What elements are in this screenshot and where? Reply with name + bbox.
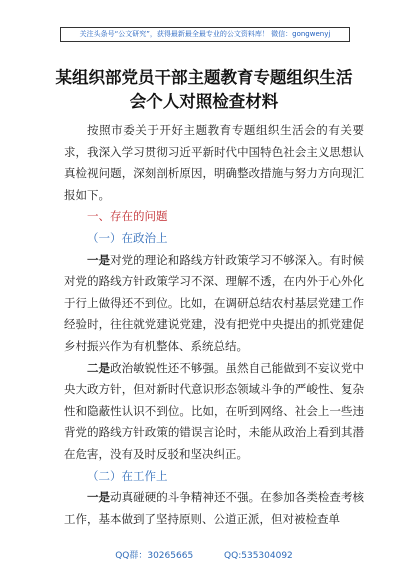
section-heading-problems: 一、存在的问题 bbox=[87, 209, 168, 224]
point-text: 对党的理论和路线方针政策学习不够深入。有时候对党的路线方针政策学习不深、理解不透，在内外于心外化于行上做得还不到位。比如，在调研总结农村基层党建工作经验时，往往就党建说党建，没有把党中央提出的抓党建促乡村振兴作为有机整体、系统总结。 bbox=[64, 252, 365, 353]
footer-contact bbox=[0, 548, 408, 561]
point-lead: 二是 bbox=[87, 360, 111, 375]
paragraph-point-2 bbox=[64, 358, 364, 466]
subsection-heading-political: （一）在政治上 bbox=[87, 230, 168, 245]
point-lead: 一是 bbox=[87, 252, 111, 267]
footer-qq-group: QQ群：30265665 bbox=[115, 551, 194, 561]
paragraph-point-1 bbox=[64, 250, 364, 358]
document-body bbox=[64, 120, 364, 530]
paragraph-point-3 bbox=[64, 487, 364, 530]
footer-qq: QQ:535304092 bbox=[224, 551, 293, 561]
intro-paragraph: 按照市委关于开好主题教育专题组织生活会的有关要求，我深入学习贯彻习近平新时代中国特色社会主义思想认真检视问题，深刻剖析原因，明确整改措施与努力方向现汇报如下。 bbox=[64, 123, 364, 202]
subsection-heading-work: （二）在工作上 bbox=[87, 468, 168, 483]
point-lead: 一是 bbox=[87, 490, 111, 505]
point-text: 政治敏锐性还不够强。虽然自己能做到不妄议党中央大政方针，但对新时代意识形态领域斗争的严峻性、复杂性和隐蔽性认识不到位。比如，在听到网络、社会上一些违背党的路线方针政策的错误言论时，未能从政治上看到其潜在危害，没有及时反驳和坚决纠正。 bbox=[64, 360, 365, 461]
header-banner: 关注头条号“公文研究”，获得最新最全最专业的公文资料库！ 微信：gongwenyj bbox=[60, 27, 350, 42]
title-line-1: 某组织部党员干部主题教育专题组织生活 bbox=[55, 68, 353, 87]
title-line-2: 会个人对照检查材料 bbox=[129, 92, 279, 111]
document-title bbox=[40, 66, 368, 114]
point-text: 动真碰硬的斗争精神还不强。在参加各类检查考核工作，基本做到了坚持原则、公道正派，但对被检查单 bbox=[64, 490, 365, 526]
